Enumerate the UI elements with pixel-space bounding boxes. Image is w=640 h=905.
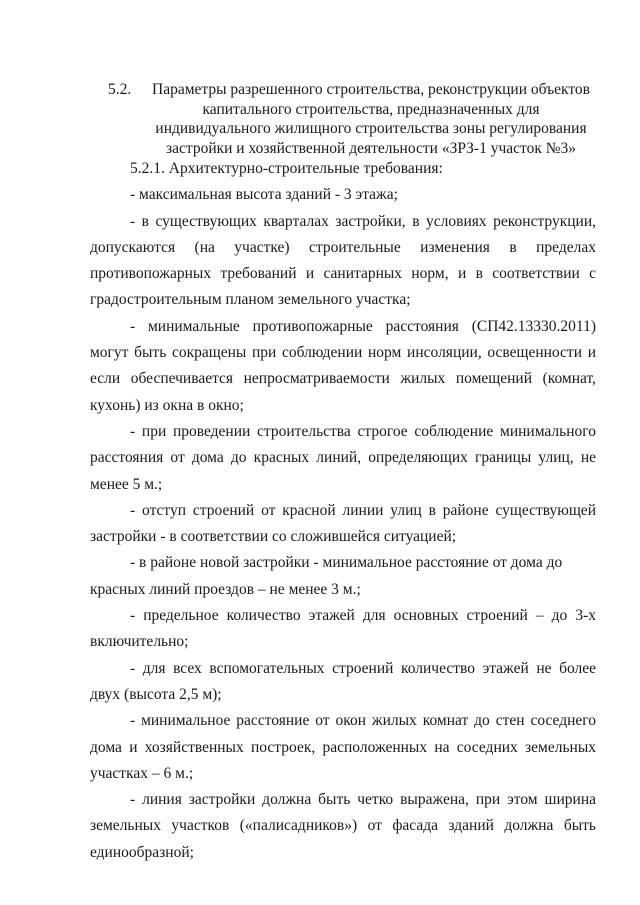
section-title: Параметры разрешенного строительства, реконструкции объектов капитального строительства, предназначенных для индивидуального жилищного строительства зоны регулирования застройки и хозяйственной деятельности «ЗРЗ-1 участок №3» xyxy=(152,81,590,157)
section-number: 5.2. xyxy=(108,81,132,98)
requirement-paragraph: - линия застройки должна быть четко выражена, при этом ширина земельных участков («палисадников») от фасада зданий должна быть единообразной; xyxy=(90,791,596,861)
requirement-paragraph: - отступ строений от красной линии улиц в районе существующей застройки - в соответствии со сложившейся ситуацией; xyxy=(90,501,596,546)
requirement-paragraph: - предельное количество этажей для основных строений – до 3-х включительно; xyxy=(90,607,596,651)
requirement-paragraph: - в существующих кварталах застройки, в условиях реконструкции, допускаются (на участке) строительные изменения в пределах противопожарных требований и санитарных норм, и в соответствии с градостроительным планом земельного участка; xyxy=(90,212,596,309)
requirement-paragraph: - максимальная высота зданий - 3 этажа; xyxy=(130,186,398,204)
requirement-paragraph: - для всех вспомогательных строений количество этажей не более двух (высота 2,5 м); xyxy=(90,659,596,703)
document-body xyxy=(90,156,596,866)
subsection-heading: 5.2.1. Архитектурно-строительные требования: xyxy=(130,160,443,177)
requirement-paragraph: - при проведении строительства строгое соблюдение минимального расстояния от дома до красных линий, определяющих границы улиц, не менее 5 м.; xyxy=(90,422,596,493)
requirement-paragraph: - в районе новой застройки - минимальное расстояние от дома до красных линий проездов – не менее 3 м.; xyxy=(90,554,563,598)
requirement-paragraph: - минимальное расстояние от окон жилых комнат до стен соседнего дома и хозяйственных построек, расположенных на соседних земельных участках – 6 м.; xyxy=(90,712,596,782)
requirement-paragraph: - минимальные противопожарные расстояния (СП42.13330.2011) могут быть сокращены при соблюдении норм инсоляции, освещенности и если обеспечивается непросматриваемости жилых помещений (комнат, кухонь) из окна в окно; xyxy=(90,317,596,414)
